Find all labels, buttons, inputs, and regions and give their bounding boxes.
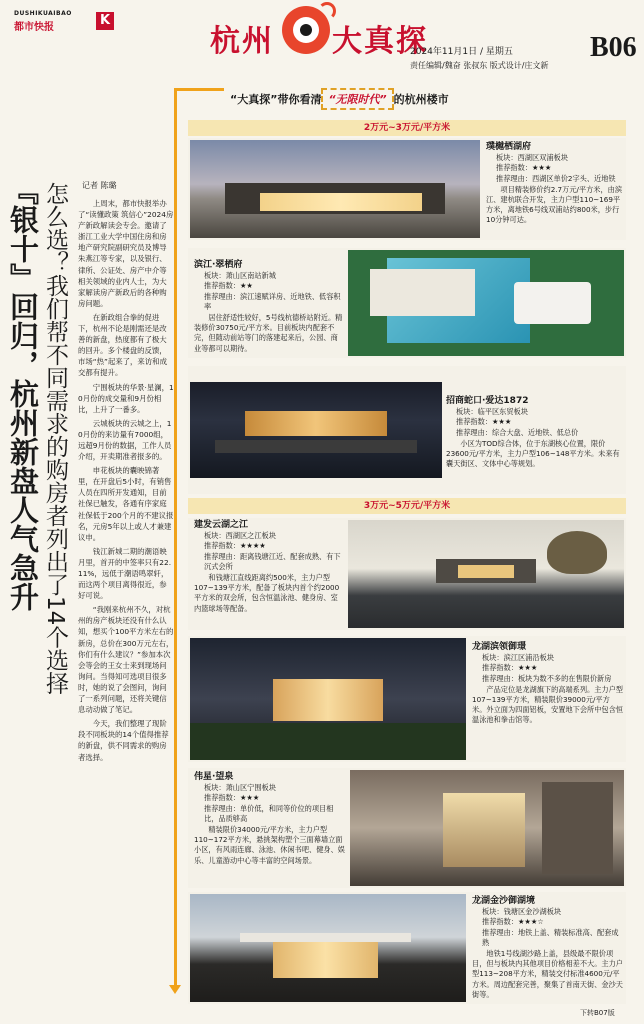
- tagline-before: “大真探”带你看清: [230, 93, 322, 106]
- listing-reason: 推荐理由：单价低，和同等价位的项目相比，品质够高: [204, 803, 334, 823]
- listing-district: 板块：西湖区之江板块: [204, 531, 276, 541]
- listing-card-1: [188, 138, 626, 240]
- listing-rating: 推荐指数：★★★★: [204, 541, 266, 551]
- listing-name: 龙湖滨领御璟: [472, 642, 527, 652]
- listing-rating: 推荐指数：★★★: [496, 163, 552, 173]
- dateline: 2024年11月1日 / 星期五: [410, 47, 513, 57]
- listing-district: 板块：滨江区浦沿板块: [482, 653, 554, 663]
- listing-desc: 地铁1号线湖沙路上盖，县级最不限价项目，但与板块内其他项目价格相差不大。主力户型113~208平方米，精装交付标准4600元/平方米。周边配套完善，聚集了首南天街、金沙天街等。: [472, 949, 623, 999]
- listing-reason: 推荐理由：地铁上盖、精装标准高、配套成熟: [482, 927, 619, 947]
- paragraph: 在新政组合拳的促进下，杭州不论是刚需还是改善的新盘，热度都有了极大的回升。多个楼盘的反馈，市场“热”起来了，来访和成交都有提升。: [78, 312, 167, 378]
- decor-rule-top: [174, 88, 224, 91]
- listing-info-6: [194, 772, 346, 866]
- paragraph: 云城板块的云城之上，10月份的来访量有7000组，远超9月份的数据，工作人员介绍，开卖期准者报多的。: [78, 418, 172, 462]
- listing-reason: 推荐理由：滨江速赋详房、近地铁、低容积率: [204, 291, 341, 311]
- listing-photo-4: [348, 520, 624, 628]
- listing-photo-1: [190, 140, 480, 238]
- listing-desc: 和钱塘江直线距离约500米，主力户型107~139平方米，配备了板块内首个约2000平方米的双会所，包含恒温泳池、健身房、室内篮球场等配备。: [194, 573, 340, 613]
- listing-info-2: [194, 260, 344, 354]
- listing-district: 板块：萧山区宁围板块: [204, 783, 276, 793]
- listing-desc: 项目精装修价约2.7万元/平方米，由滨江、建杭联合开发，主力户型110~169平方米，离地铁6号线双浦站约800米，步行10分钟可达。: [486, 184, 623, 225]
- paragraph: 宁围板块的华景·星澜，10月份的成交量和9月份相比，上升了一番多。: [78, 382, 174, 414]
- listing-photo-7: [190, 894, 466, 1002]
- listing-desc: 小区为TOD综合体，位于东湖核心位置，限价23600元/平方米，主力户型106~148平方米。未来有囊天街区、文体中心等规划。: [446, 438, 620, 469]
- paragraph: 钱江新城二期的潮语映月里，首开的中签率只有22.11%，远低于潮语鸣翠轩，而这两个项目离得很近，参好可说。: [78, 546, 172, 601]
- brand-name: 都市快报: [14, 22, 54, 33]
- listing-info-4: [194, 520, 344, 614]
- article-body: [78, 198, 174, 938]
- column-title-b: 大真探: [332, 24, 428, 59]
- tagline-after: 的杭州楼市: [393, 93, 449, 106]
- listing-name: 璞樾栖湖府: [486, 142, 532, 152]
- listing-card-7: [188, 892, 626, 1004]
- paragraph: “我刚来杭州不久，对杭州的房产板块还没有什么认知，想买个100平方米左右的新房，总价在300万元左右，你们有什么建议？”参加本次会等会的王女士来到现场问询问。当得知可选项目很多时，她的说了会图问，询问了一系列问题，还将关键信息动动做了笔记。: [78, 605, 174, 715]
- listing-info-1: [486, 142, 624, 226]
- byline: 记者 陈璐: [82, 181, 117, 190]
- paragraph: 申花板块的囊映锦著里，在开盘后5小时，有销售人员在四所开发通知，目前社保已触发，各通有序家庭社保低于200个月的不建议报名，元房5年以上或人才兼建议申。: [78, 466, 174, 542]
- listing-rating: 推荐指数：★★★: [482, 663, 538, 673]
- price-band-2: 3万元~5万元/平方米: [188, 498, 626, 514]
- tagline-highlight: “无限时代”: [321, 88, 393, 110]
- brand-pinyin: DUSHIKUAIBAO: [14, 10, 72, 17]
- listing-info-7: [472, 896, 624, 1000]
- listing-card-6: [188, 768, 626, 888]
- listing-name: 滨江·翠栖府: [194, 260, 243, 270]
- tagline: [230, 88, 449, 110]
- listing-photo-6: [350, 770, 624, 886]
- masthead: [0, 0, 644, 76]
- listing-reason: 推荐理由：距离钱塘江近、配套成熟、有下沉式会所: [204, 551, 341, 571]
- paragraph: 今天，我们整理了现阶段不同板块的14个值得推荐的新盘，供不同需求的购房者选择。: [78, 719, 169, 762]
- listing-photo-2: [348, 250, 624, 356]
- listing-photo-3: [190, 382, 442, 478]
- continued-note: 下转B07版: [580, 1009, 615, 1017]
- listing-rating: 推荐指数：★★★: [204, 793, 260, 803]
- paragraph: 上周末，都市快报举办了“读懂政策 筑信心”2024房产新政解读会专会。邀请了浙江工业大学中国住房和房地产研究院副研究员及博导朱燕江等专家，以及银行、律所、公证处、房产中介等相关领域的业内人士，为大家解读房产新政后的各种购房问题。: [78, 199, 174, 308]
- listing-card-2: [188, 248, 626, 358]
- listing-name: 建发云湖之江: [194, 520, 249, 530]
- listing-info-3: [446, 396, 624, 469]
- listing-card-5: [188, 636, 626, 762]
- decor-rule-vertical: [174, 88, 177, 988]
- page-number: B06: [590, 32, 637, 63]
- brand: [14, 10, 72, 33]
- brand-logo-icon: K: [96, 12, 114, 30]
- listing-info-5: [472, 642, 624, 726]
- column-title-a: 杭州: [210, 24, 274, 59]
- listing-rating: 推荐指数：★★: [204, 281, 253, 291]
- listing-card-3: [188, 366, 626, 494]
- listing-district: 板块：西湖区双浦板块: [496, 153, 568, 163]
- listing-district: 板块：钱塘区金沙湖板块: [482, 907, 562, 917]
- editor-credit: 责任编辑/魏奋 张叔东 版式设计/庄文新: [410, 61, 549, 70]
- listing-rating: 推荐指数：★★★: [456, 417, 512, 427]
- listing-district: 板块：临平区东贸板块: [456, 407, 528, 417]
- listing-reason: 推荐理由：板块为数不多的在售限价新房: [482, 673, 612, 683]
- listing-desc: 产品定位是龙湖旗下的高端系列。主力户型107~139平方米，精装限价39000元/平方米。外立面为四面铝板，安置地下会所中包含恒温泳池和拳击馆等。: [472, 684, 623, 725]
- listing-district: 板块：萧山区南站新城: [204, 271, 276, 281]
- listing-desc: 精装限价34000元/平方米，主力户型110~172平方米，悬挑架构塑个三面幕墙立面小区，有风雨连廊、泳池、休闲书吧、健身、娱乐、儿童游动中心等丰富的空间场景。: [194, 825, 345, 865]
- listing-desc: 居住舒适性较好，5号线杭德桥站附近。精装修价30750元/平方米。目前板块内配套不完，但随动前站等门的落建起来后，公园、商业等都可以期待。: [194, 313, 343, 353]
- listing-name: 伟星·望泉: [194, 772, 234, 782]
- headline-sub: 怎么选？我们帮不同需求的购房者列出了14个选择: [42, 182, 68, 695]
- listing-name: 龙湖金沙御湖境: [472, 896, 536, 906]
- listing-photo-5: [190, 638, 466, 760]
- listing-rating: 推荐指数：★★★☆: [482, 917, 544, 927]
- listing-reason: 推荐理由：综合大盘、近地铁、低总价: [456, 427, 579, 437]
- listing-card-4: [188, 518, 626, 630]
- price-band-1: 2万元~3万元/平方米: [188, 120, 626, 136]
- listing-reason: 推荐理由：西湖区单价2字头、近地铁: [496, 173, 616, 183]
- listing-name: 招商蛇口·爱达1872: [446, 396, 529, 406]
- headline-main: 『银十』回归，杭州新盘人气急升: [6, 176, 40, 611]
